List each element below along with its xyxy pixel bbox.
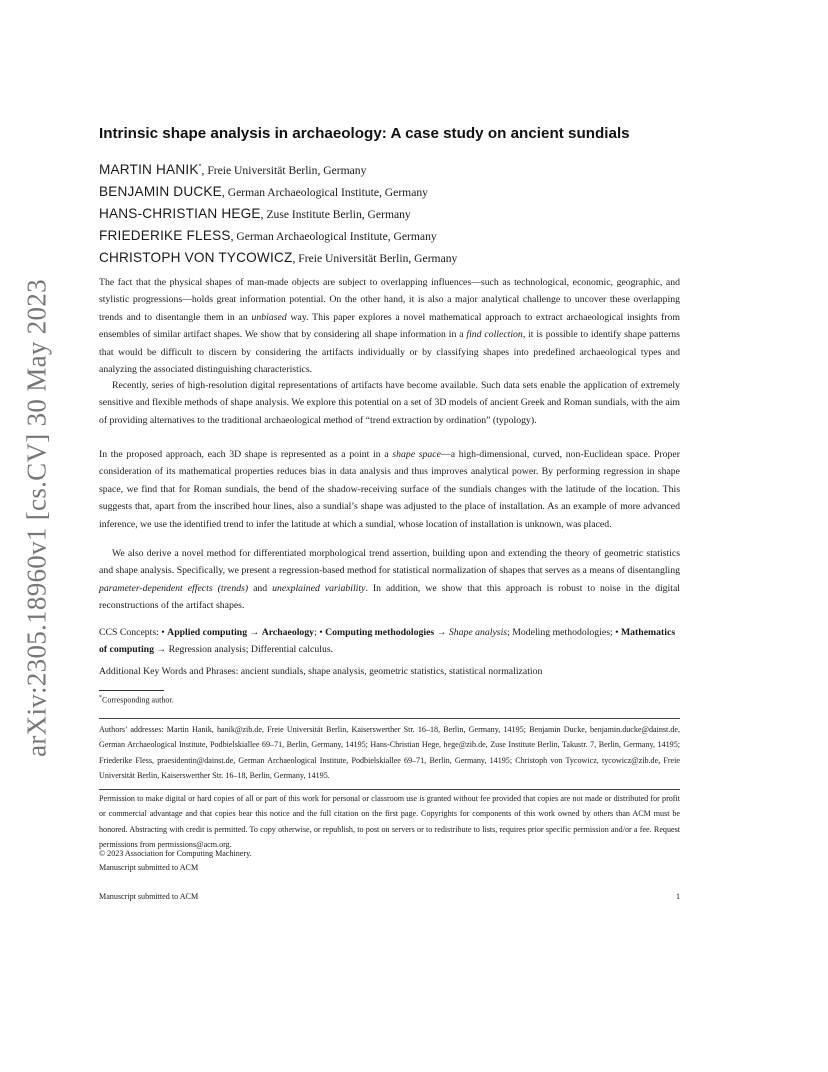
author-affiliation: , Freie Universität Berlin, Germany	[201, 164, 367, 177]
author-affiliation: , Zuse Institute Berlin, Germany	[260, 208, 411, 221]
author-line	[99, 206, 411, 221]
author-name: FRIEDERIKE FLESS	[99, 228, 231, 243]
author-name: MARTIN HANIK	[99, 162, 199, 177]
ccs-concepts: CCS Concepts: • Applied computing → Archaeology; • Computing methodologies → Shape analysis; Modeling methodologies; • Mathematics of computing → Regression analysis; Differential calculus.	[99, 627, 676, 656]
author-affiliation: , German Archaeological Institute, Germany	[230, 230, 437, 243]
page-number: 1	[675, 892, 680, 901]
author-line	[99, 184, 428, 199]
author-name: HANS-CHRISTIAN HEGE	[99, 206, 261, 221]
author-name: CHRISTOPH VON TYCOWICZ	[99, 250, 293, 265]
arxiv-stamp-text: arXiv:2305.18960v1 [cs.CV] 30 May 2023	[21, 279, 52, 757]
abstract-paragraph: In the proposed approach, each 3D shape is represented as a point in a shape space—a high-dimensional, curved, non-Euclidean space. Proper consideration of its mathematical properties reduces bias in data analysis and thus improves analytical power. By performing regression in shape space, we find that for Roman sundials, the bend of the shadow-receiving surface of the sundials changes with the latitude of the location. This suggests that, apart from the inscribed hour lines, also a sundial’s shape was adjusted to the place of installation. As an example of more advanced inference, we use the identified trend to infer the latitude at which a sundial, whose location of installation is unknown, was placed.	[99, 449, 680, 530]
author-line	[99, 250, 457, 265]
additional-keywords: Additional Key Words and Phrases: ancient sundials, shape analysis, geometric statistics, statistical normalization	[99, 666, 543, 677]
footnote-divider	[99, 690, 164, 691]
corresponding-author-footnote: *Corresponding author.	[99, 695, 174, 705]
author-line	[99, 162, 366, 177]
abstract-paragraph: Recently, series of high-resolution digital representations of artifacts have become available. Such data sets enable the application of extremely sensitive and flexible methods of shape analysis. We explore this potential on a set of 3D models of ancient Greek and Roman sundials, with the aim of providing alternatives to the traditional archaeological method of “trend extraction by ordination” (typology).	[99, 380, 680, 426]
arxiv-identifier-stamp	[22, 276, 52, 760]
addresses-divider	[99, 718, 680, 719]
permission-divider	[99, 789, 680, 790]
author-footnote-mark: *	[198, 163, 202, 171]
author-line	[99, 228, 437, 243]
copyright-line: © 2023 Association for Computing Machinery.	[99, 849, 252, 858]
manuscript-note: Manuscript submitted to ACM	[99, 863, 199, 872]
author-name: BENJAMIN DUCKE	[99, 184, 222, 199]
authors-addresses: Authors’ addresses: Martin Hanik, hanik@zib.de, Freie Universität Berlin, Kaiserswerther Str. 16–18, Berlin, Germany, 14195; Benjamin Ducke, benjamin.ducke@dainst.de, German Archaeological Institute, Podbielskiallee 69–71, Berlin, Germany, 14195; Hans-Christian Hege, hege@zib.de, Zuse Institute Berlin, Takustr. 7, Berlin, Germany, 14195; Friederike Fless, praesidentin@dainst.de, German Archaeological Institute, Podbielskiallee 69–71, Berlin, Germany, 14195; Christoph von Tycowicz, tycowicz@zib.de, Freie Universität Berlin, Kaiserswerther Str. 16–18, Berlin, Germany, 14195.	[99, 725, 680, 780]
abstract-paragraph: We also derive a novel method for differentiated morphological trend assertion, building upon and extending the theory of geometric statistics and shape analysis. Specifically, we present a regression-based method for statistical normalization of shapes that serves as a means of disentangling parameter-dependent effects (trends) and unexplained variability. In addition, we show that this approach is robust to noise in the digital reconstructions of the artifact shapes.	[99, 548, 680, 612]
abstract-paragraph: The fact that the physical shapes of man-made objects are subject to overlapping influences—such as technological, economic, geographic, and stylistic progressions—holds great information potential. On the other hand, it is also a major analytical challenge to uncover these overlapping trends and to disentangle them in an unbiased way. This paper explores a novel mathematical approach to extract archaeological insights from ensembles of similar artifact shapes. We show that by considering all shape information in a find collection, it is possible to identify shape patterns that would be difficult to discern by considering the artifacts individually or by classifying shapes into predefined archaeological types and analyzing the associated distinguishing characteristics.	[99, 277, 680, 376]
permission-notice: Permission to make digital or hard copies of all or part of this work for personal or classroom use is granted without fee provided that copies are not made or distributed for profit or commercial advantage and that copies bear this notice and the full citation on the first page. Copyrights for components of this work owned by others than ACM must be honored. Abstracting with credit is permitted. To copy otherwise, or republish, to post on servers or to redistribute to lists, requires prior specific permission and/or a fee. Request permissions from permissions@acm.org.	[99, 794, 680, 849]
page-footer-label: Manuscript submitted to ACM	[99, 892, 199, 901]
paper-title: Intrinsic shape analysis in archaeology: A case study on ancient sundials	[99, 125, 630, 142]
author-affiliation: , Freie Universität Berlin, Germany	[292, 252, 458, 265]
author-affiliation: , German Archaeological Institute, Germany	[221, 186, 428, 199]
